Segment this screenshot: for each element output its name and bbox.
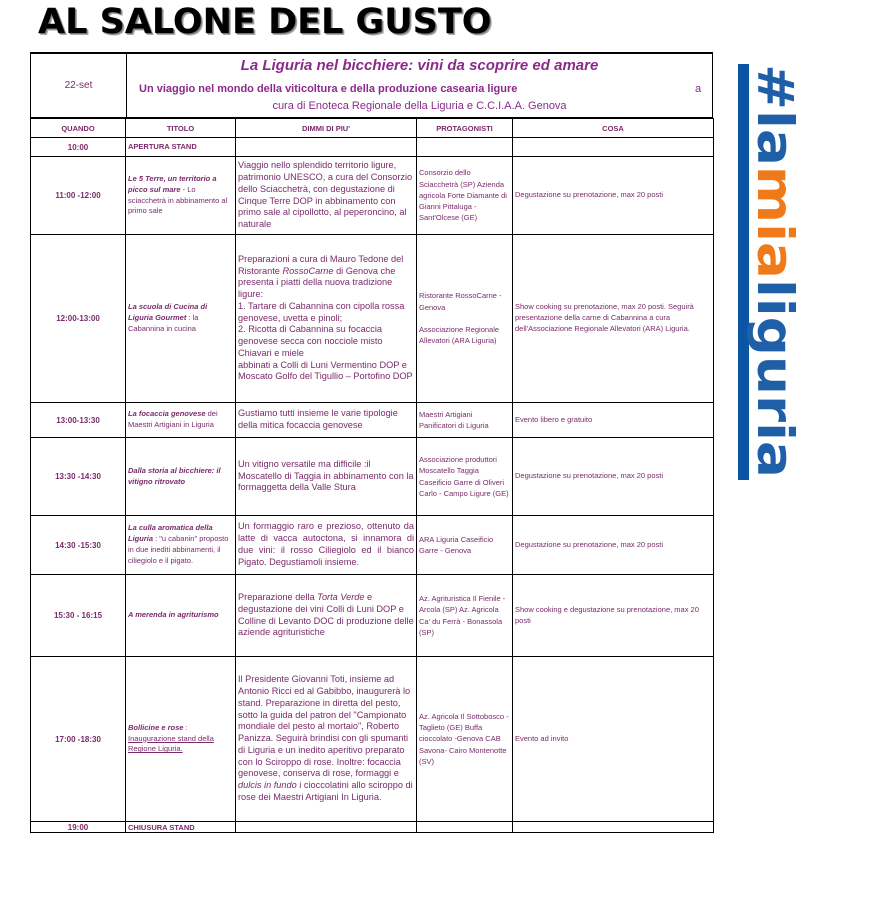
row-what: Evento libero e gratuito [513,403,714,438]
row-protagonists: Associazione produttori Moscatello Taggia Caseificio Garre di Oliveri Carlo - Campo Ligure (GE) [417,438,513,516]
row-protagonists: Consorzio dello Sciacchetrà (SP) Azienda agricola Forte Diamante di Gianni Pittaluga - Sant'Olcese (GE) [417,157,513,235]
hashtag-lamialiguria [738,64,808,480]
header-box [30,54,713,118]
row-protagonists: ARA Liguria Caseificio Garre - Genova [417,516,513,575]
row-details: Un formaggio raro e prezioso, ottenuto da latte di vacca autoctona, si innamora di due vini: il rosso Ciliegiolo ed il bianco Pigato. Degustiamoli insieme. [236,516,417,575]
row-title: A merenda in agriturismo [126,575,236,657]
row-what: Show cooking e degustazione su prenotazione, max 20 posti [513,575,714,657]
header-date: 22-set [31,54,127,117]
row-what: Degustazione su prenotazione, max 20 posti [513,516,714,575]
row-title: APERTURA STAND [126,138,236,157]
col-header-details: DIMMI DI PIU' [236,119,417,138]
row-time: 13:30 -14:30 [31,438,126,516]
row-protagonists: Az. Agrituristica Il Fienile - Arcola (SP) Az. Agricola Ca' du Ferrà - Bonassola (SP) [417,575,513,657]
row-details: Preparazioni a cura di Mauro Tedone del Ristorante RossoCarne di Genova che presenta i piatti della nuova tradizione ligure: 1. Tartare di Cabannina con cipolla rossa genovese, uvetta e pinoli; 2. Ricotta di Cabannina su focaccia genovese secca con nocciole misto Chiavari e miele abbinati a Colli di Luni Vermentino DOP e Moscato Golfo del Tigullio – Portofino DOP [236,235,417,403]
row-time: 19:00 [31,822,126,833]
row-time: 10:00 [31,138,126,157]
schedule-table [30,118,714,833]
header-line3: cura di Enoteca Regionale della Liguria e C.C.I.A.A. Genova [272,100,567,112]
row-protagonists: Ristorante RossoCarne - Genova Associazione Regionale Allevatori (ARA Liguria) [417,235,513,403]
row-what: Evento ad invito [513,657,714,822]
table-row [31,657,714,822]
col-header-title: TITOLO [126,119,236,138]
row-time: 15:30 - 16:15 [31,575,126,657]
table-row [31,138,714,157]
row-what: Show cooking su prenotazione, max 20 posti. Seguirà presentazione della carne di Cabannina a cura dell'Associazione Regionale Allevatori (ARA) Liguria. [513,235,714,403]
table-row [31,403,714,438]
row-title: Dalla storia al bicchiere: il vitigno ritrovato [126,438,236,516]
row-time: 12:00-13:00 [31,235,126,403]
col-header-protagonists: PROTAGONISTI [417,119,513,138]
row-details: Viaggio nello splendido territorio ligure, patrimonio UNESCO, a cura del Consorzio dello Sciacchetrà, con degustazione di Cinque Terre DOP in abbinamento con primo sale al cipollotto, al peperoncino, al naturale [236,157,417,235]
row-time: 14:30 -15:30 [31,516,126,575]
header-line2: Un viaggio nel mondo della viticoltura e della produzione casearia ligure [139,83,518,95]
table-row [31,438,714,516]
row-protagonists: Maestri Artigiani Panificatori di Liguria [417,403,513,438]
row-time: 17:00 -18:30 [31,657,126,822]
row-details: Preparazione della Torta Verde e degustazione dei vini Colli di Luni DOP e Colline di Levanto DOC di produzione delle aziende agrituristiche [236,575,417,657]
table-row [31,822,714,833]
row-title: CHIUSURA STAND [126,822,236,833]
row-title: La focaccia genovese dei Maestri Artigiani in Liguria [126,403,236,438]
table-row [31,235,714,403]
row-details: Un vitigno versatile ma difficile :il Moscatello di Taggia in abbinamento con la formaggetta della Valle Stura [236,438,417,516]
table-row [31,157,714,235]
row-protagonists: Az. Agricola Il Sottobosco -Taglieto (GE) Buffa cioccolato -Genova CAB Savona- Cairo Montenotte (SV) [417,657,513,822]
col-header-what: COSA [513,119,714,138]
row-time: 11:00 -12:00 [31,157,126,235]
row-title: La culla aromatica della Liguria : "u cabanin" proposto in due inediti abbinamenti, il ciliegiolo e il pigato. [126,516,236,575]
table-row [31,575,714,657]
table-header-row [31,119,714,138]
row-details: Gustiamo tutti insieme le varie tipologie della mitica focaccia genovese [236,403,417,438]
hashtag-text: #lamialiguria [746,64,804,461]
row-details: Il Presidente Giovanni Toti, insieme ad Antonio Ricci ed al Gabibbo, inaugurerà lo stand. Preparazione in diretta del pesto, sotto la guida del patron del "Campionato mondiale del pesto al mortaio", Roberto Panizza. Seguirà brindisi con gli spumanti di Liguria e un inedito aperitivo preparato con lo Sciroppo di rose. Inoltre: focaccia genovese, conserva di rose, formaggi e dulcis in fundo i cioccolatini allo sciroppo di rose dei Maestri Artigiani In Liguria. [236,657,417,822]
row-what: Degustazione su prenotazione, max 20 posti [513,157,714,235]
row-title: La scuola di Cucina di Liguria Gourmet : la Cabannina in cucina [126,235,236,403]
table-row [31,516,714,575]
row-time: 13:00-13:30 [31,403,126,438]
row-title: Le 5 Terre, un territorio a picco sul mare - Lo sciacchetrà in abbinamento al primo sale [126,157,236,235]
header-subtitle: La Liguria nel bicchiere: vini da scoprire ed amare [240,57,599,74]
row-what: Degustazione su prenotazione, max 20 posti [513,438,714,516]
header-line2-tail: a [695,83,702,95]
row-title: Bollicine e rose : Inaugurazione stand della Regione Liguria. [126,657,236,822]
page-title: AL SALONE DEL GUSTO [38,2,492,42]
col-header-when: QUANDO [31,119,126,138]
